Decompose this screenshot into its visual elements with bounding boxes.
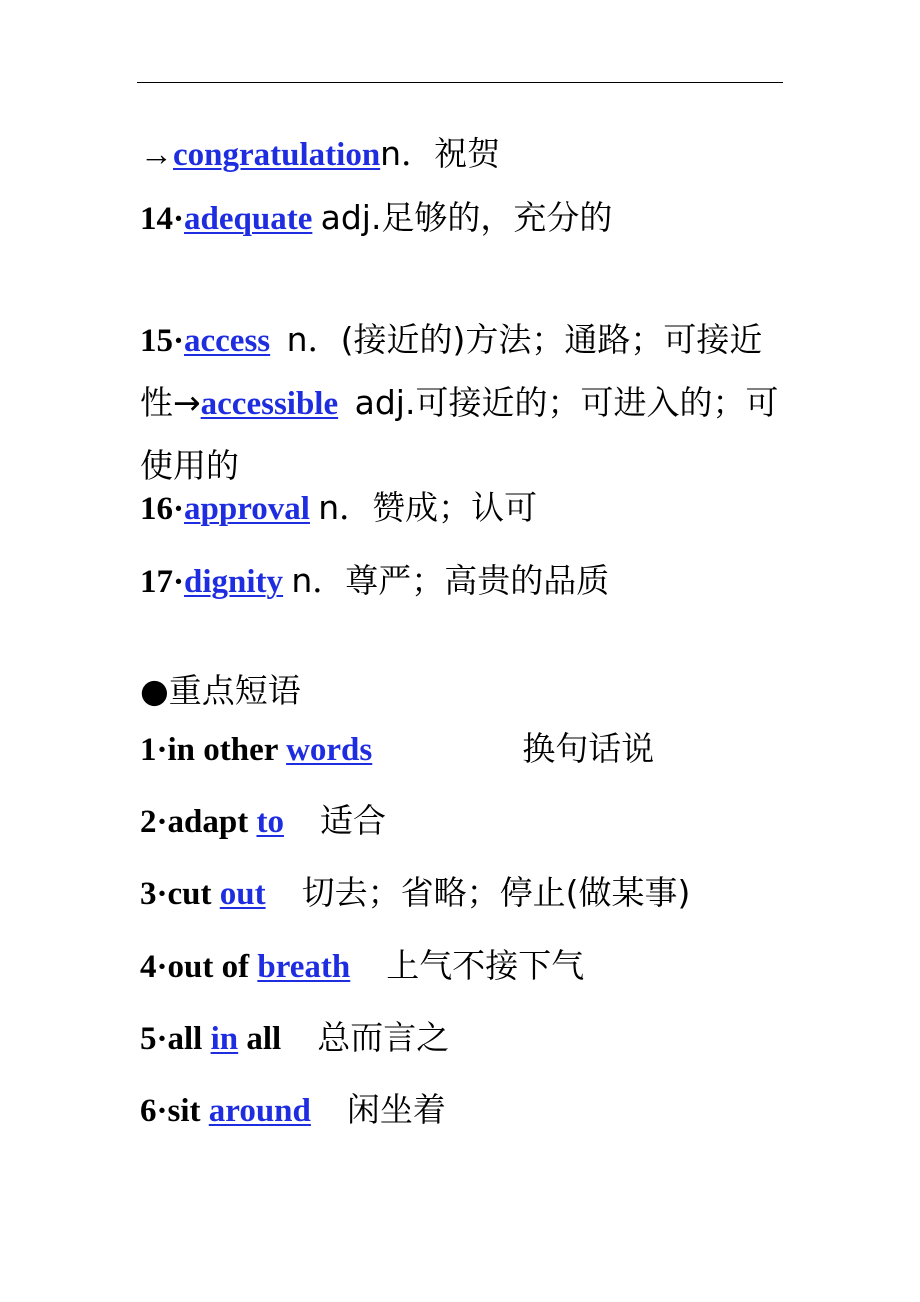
phrase-answer: breath bbox=[257, 949, 351, 985]
phrase-text: 3·cut bbox=[140, 876, 220, 912]
phrase-item-3 bbox=[140, 873, 783, 914]
phrase-answer: to bbox=[256, 804, 284, 840]
vocab-prefix: 16· bbox=[140, 491, 185, 527]
phrase-item-6 bbox=[140, 1090, 783, 1131]
vocab-meaning-2: adj.可接近的；可进入的；可使用的 bbox=[140, 383, 779, 485]
phrase-text: 4·out of bbox=[140, 949, 258, 985]
vocab-meaning: n．尊严；高贵的品质 bbox=[291, 561, 610, 600]
phrase-answer: around bbox=[208, 1093, 311, 1129]
vocab-meaning: n．祝贺 bbox=[380, 134, 501, 173]
phrase-text: 2·adapt bbox=[140, 804, 257, 840]
phrase-meaning: 换句话说 bbox=[522, 729, 655, 768]
vocab-answer: approval bbox=[184, 491, 310, 527]
vocab-meaning: n．赞成；认可 bbox=[318, 488, 538, 527]
vocab-meaning: n．(接近的)方法；通路；可接近性→ bbox=[140, 320, 763, 422]
phrase-text: 6·sit bbox=[140, 1093, 209, 1129]
vocab-answer-2: accessible bbox=[200, 386, 339, 422]
vocab-item-15 bbox=[140, 309, 783, 498]
phrase-answer: words bbox=[286, 732, 373, 768]
vocab-item-17 bbox=[140, 561, 783, 602]
vocab-item-14 bbox=[140, 198, 783, 239]
vocab-prefix: 14· bbox=[140, 201, 185, 237]
phrase-item-1 bbox=[140, 729, 783, 770]
vocab-item-16 bbox=[140, 488, 783, 529]
header-rule bbox=[137, 82, 783, 83]
vocab-answer: access bbox=[184, 323, 271, 359]
vocab-answer: congratulation bbox=[173, 137, 381, 173]
phrase-meaning: 闲坐着 bbox=[346, 1090, 446, 1129]
vocab-prefix: 17· bbox=[140, 564, 185, 600]
vocab-answer: dignity bbox=[184, 564, 284, 600]
phrase-answer: out bbox=[219, 876, 266, 912]
phrase-suffix: all bbox=[238, 1021, 282, 1057]
vocab-item-congratulation bbox=[140, 134, 783, 175]
phrase-meaning: 适合 bbox=[319, 801, 386, 840]
phrase-item-4 bbox=[140, 946, 783, 987]
vocab-prefix: 15· bbox=[140, 323, 185, 359]
phrase-answer: in bbox=[210, 1021, 239, 1057]
vocab-meaning: adj.足够的，充分的 bbox=[320, 198, 613, 237]
phrase-text: 5·all bbox=[140, 1021, 211, 1057]
vocab-answer: adequate bbox=[184, 201, 313, 237]
phrase-text: 1·in other bbox=[140, 732, 287, 768]
phrase-meaning: 总而言之 bbox=[317, 1018, 450, 1057]
phrase-item-5 bbox=[140, 1018, 783, 1059]
phrase-item-2 bbox=[140, 801, 783, 842]
phrases-heading: ●重点短语 bbox=[140, 671, 301, 710]
vocab-prefix: → bbox=[140, 137, 173, 173]
phrase-meaning: 上气不接下气 bbox=[386, 946, 585, 985]
phrase-meaning: 切去；省略；停止(做某事) bbox=[301, 873, 691, 912]
